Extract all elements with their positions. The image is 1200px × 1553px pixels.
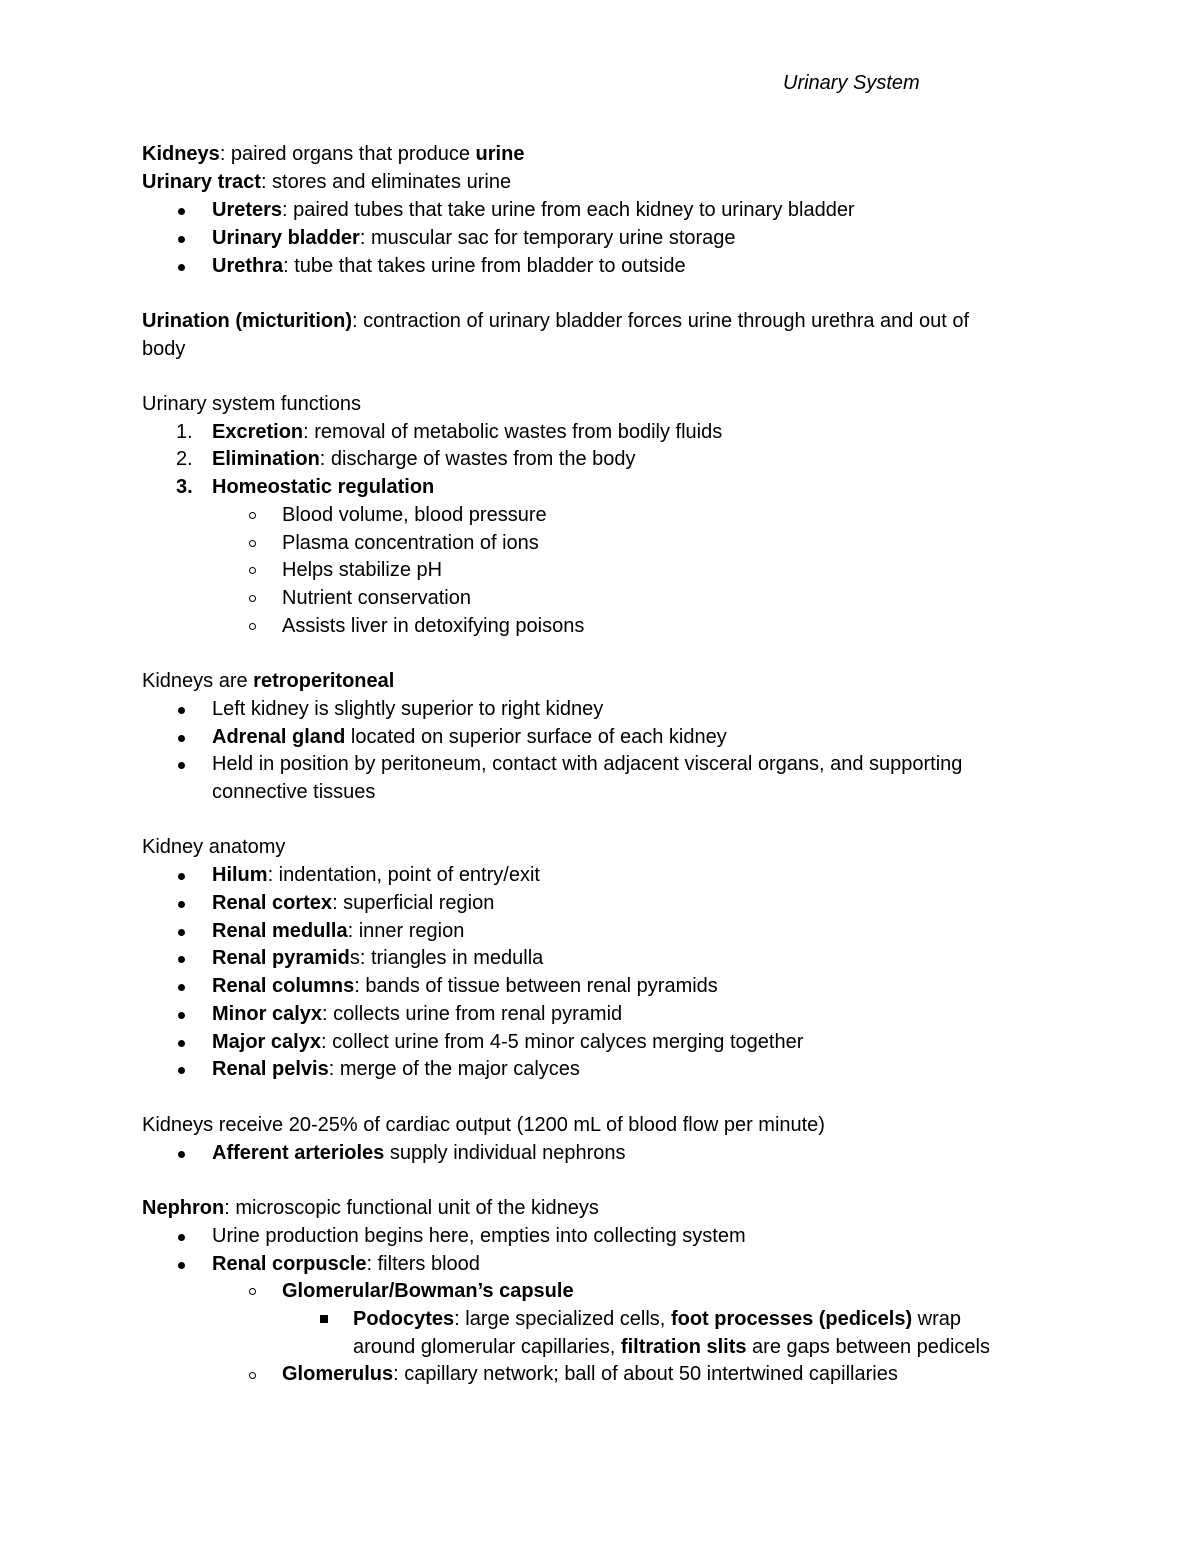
definition: : contraction of urinary bladder forces urine through urethra and out of bbox=[351, 310, 970, 332]
list-item bbox=[353, 1307, 961, 1331]
definition: : filters blood bbox=[366, 1253, 480, 1275]
term: Hilum bbox=[212, 864, 268, 886]
term: Excretion bbox=[212, 421, 304, 443]
urination-definition-cont: body bbox=[142, 338, 186, 360]
definition: around glomerular capillaries, bbox=[353, 1336, 621, 1358]
term: Homeostatic regulation bbox=[212, 476, 435, 498]
bullet-icon bbox=[178, 264, 185, 271]
term: Major calyx bbox=[212, 1031, 321, 1053]
list-item bbox=[212, 420, 722, 444]
bullet-icon bbox=[178, 236, 185, 243]
term: Afferent arterioles bbox=[212, 1142, 385, 1164]
circle-bullet-icon bbox=[249, 540, 256, 547]
bullet-icon bbox=[178, 762, 185, 769]
definition: : capillary network; ball of about 50 intertwined capillaries bbox=[393, 1363, 898, 1385]
definition: : large specialized cells, bbox=[454, 1308, 671, 1330]
bullet-icon bbox=[178, 956, 185, 963]
term: Urinary tract bbox=[142, 171, 261, 193]
list-item bbox=[212, 1141, 626, 1165]
list-item bbox=[212, 946, 543, 970]
definition: : bands of tissue between renal pyramids bbox=[354, 975, 718, 997]
term: Renal medulla bbox=[212, 920, 348, 942]
list-item bbox=[212, 447, 636, 471]
list-item-cont: connective tissues bbox=[212, 781, 376, 803]
term: foot processes (pedicels) bbox=[670, 1308, 913, 1330]
term: Renal pyramid bbox=[212, 947, 350, 969]
definition: s: triangles in medulla bbox=[349, 947, 544, 969]
bullet-icon bbox=[178, 873, 185, 880]
list-item bbox=[212, 725, 727, 749]
bullet-icon bbox=[178, 707, 185, 714]
definition: wrap bbox=[912, 1308, 962, 1330]
list-item bbox=[212, 1057, 580, 1081]
list-item bbox=[212, 919, 464, 943]
term: Elimination bbox=[212, 448, 320, 470]
definition: : muscular sac for temporary urine storage bbox=[359, 227, 736, 249]
list-item: Helps stabilize pH bbox=[282, 559, 443, 581]
definition: : merge of the major calyces bbox=[328, 1058, 580, 1080]
term: Renal cortex bbox=[212, 892, 333, 914]
list-item bbox=[282, 1362, 898, 1386]
bullet-icon bbox=[178, 1067, 185, 1074]
term: Renal columns bbox=[212, 975, 355, 997]
list-item-cont bbox=[353, 1335, 990, 1359]
list-number: 1. bbox=[176, 421, 193, 443]
term: Nephron bbox=[142, 1197, 225, 1219]
nephron-definition bbox=[142, 1196, 599, 1220]
cardiac-output-text: Kidneys receive 20-25% of cardiac output (1200 mL of blood flow per minute) bbox=[142, 1114, 825, 1136]
definition: : inner region bbox=[347, 920, 465, 942]
urination-definition bbox=[142, 309, 969, 333]
list-item bbox=[212, 1252, 480, 1276]
definition: are gaps between pedicels bbox=[746, 1336, 990, 1358]
retroperitoneal-statement bbox=[142, 669, 394, 693]
bullet-icon bbox=[178, 735, 185, 742]
term: Renal corpuscle bbox=[212, 1253, 367, 1275]
bullet-icon bbox=[178, 929, 185, 936]
section-title: Kidney anatomy bbox=[142, 836, 286, 858]
urinary-tract-definition bbox=[142, 170, 511, 194]
term: Kidneys bbox=[142, 143, 220, 165]
list-item: Assists liver in detoxifying poisons bbox=[282, 615, 585, 637]
term: Renal pelvis bbox=[212, 1058, 329, 1080]
list-item bbox=[212, 226, 736, 250]
list-item bbox=[212, 1002, 622, 1026]
term: Urination (micturition) bbox=[142, 310, 352, 332]
text: Kidneys are bbox=[142, 670, 254, 692]
bullet-icon bbox=[178, 1012, 185, 1019]
list-item bbox=[212, 697, 603, 721]
list-item: Blood volume, blood pressure bbox=[282, 504, 547, 526]
bullet-icon bbox=[178, 1234, 185, 1241]
list-item bbox=[212, 752, 962, 776]
list-item: Nutrient conservation bbox=[282, 587, 471, 609]
term: Glomerulus bbox=[282, 1363, 394, 1385]
bullet-icon bbox=[178, 984, 185, 991]
list-item: Plasma concentration of ions bbox=[282, 532, 539, 554]
circle-bullet-icon bbox=[249, 623, 256, 630]
list-number: 3. bbox=[176, 476, 193, 498]
definition: : indentation, point of entry/exit bbox=[267, 864, 540, 886]
bullet-icon bbox=[178, 1151, 185, 1158]
circle-bullet-icon bbox=[249, 512, 256, 519]
list-item bbox=[212, 475, 434, 499]
term: retroperitoneal bbox=[253, 670, 395, 692]
term: urine bbox=[475, 143, 525, 165]
term: Adrenal gland bbox=[212, 726, 346, 748]
term: Urethra bbox=[212, 255, 284, 277]
list-item bbox=[212, 254, 686, 278]
list-item bbox=[212, 974, 718, 998]
list-item bbox=[212, 863, 540, 887]
term: filtration slits bbox=[620, 1336, 747, 1358]
definition: : collects urine from renal pyramid bbox=[322, 1003, 623, 1025]
bullet-icon bbox=[178, 1040, 185, 1047]
bullet-icon bbox=[178, 901, 185, 908]
definition: : tube that takes urine from bladder to outside bbox=[283, 255, 686, 277]
bullet-icon bbox=[178, 208, 185, 215]
circle-bullet-icon bbox=[249, 1288, 256, 1295]
circle-bullet-icon bbox=[249, 595, 256, 602]
definition: : stores and eliminates urine bbox=[260, 171, 512, 193]
list-item bbox=[212, 1030, 803, 1054]
kidneys-definition bbox=[142, 142, 524, 166]
definition: : microscopic functional unit of the kidneys bbox=[224, 1197, 599, 1219]
list-item: Glomerular/Bowman’s capsule bbox=[282, 1280, 574, 1302]
definition: : paired tubes that take urine from each kidney to urinary bladder bbox=[282, 199, 855, 221]
section-title: Urinary system functions bbox=[142, 393, 361, 415]
bullet-icon bbox=[178, 1262, 185, 1269]
circle-bullet-icon bbox=[249, 567, 256, 574]
list-item bbox=[212, 891, 494, 915]
definition: : superficial region bbox=[332, 892, 495, 914]
definition: located on superior surface of each kidney bbox=[345, 726, 727, 748]
definition: : removal of metabolic wastes from bodily fluids bbox=[303, 421, 723, 443]
definition: Held in position by peritoneum, contact with adjacent visceral organs, and supporting bbox=[212, 753, 963, 775]
definition: supply individual nephrons bbox=[384, 1142, 626, 1164]
list-item: Urine production begins here, empties into collecting system bbox=[212, 1225, 746, 1247]
definition: : discharge of wastes from the body bbox=[319, 448, 636, 470]
list-number: 2. bbox=[176, 448, 193, 470]
definition: Left kidney is slightly superior to right kidney bbox=[212, 698, 604, 720]
list-item bbox=[212, 198, 855, 222]
definition: : collect urine from 4-5 minor calyces merging together bbox=[320, 1031, 804, 1053]
circle-bullet-icon bbox=[249, 1372, 256, 1379]
term: Ureters bbox=[212, 199, 283, 221]
page-header: Urinary System bbox=[783, 72, 920, 94]
square-bullet-icon bbox=[320, 1315, 328, 1323]
term: Podocytes bbox=[353, 1308, 455, 1330]
term: Urinary bladder bbox=[212, 227, 360, 249]
term: Minor calyx bbox=[212, 1003, 323, 1025]
definition: : paired organs that produce bbox=[219, 143, 476, 165]
